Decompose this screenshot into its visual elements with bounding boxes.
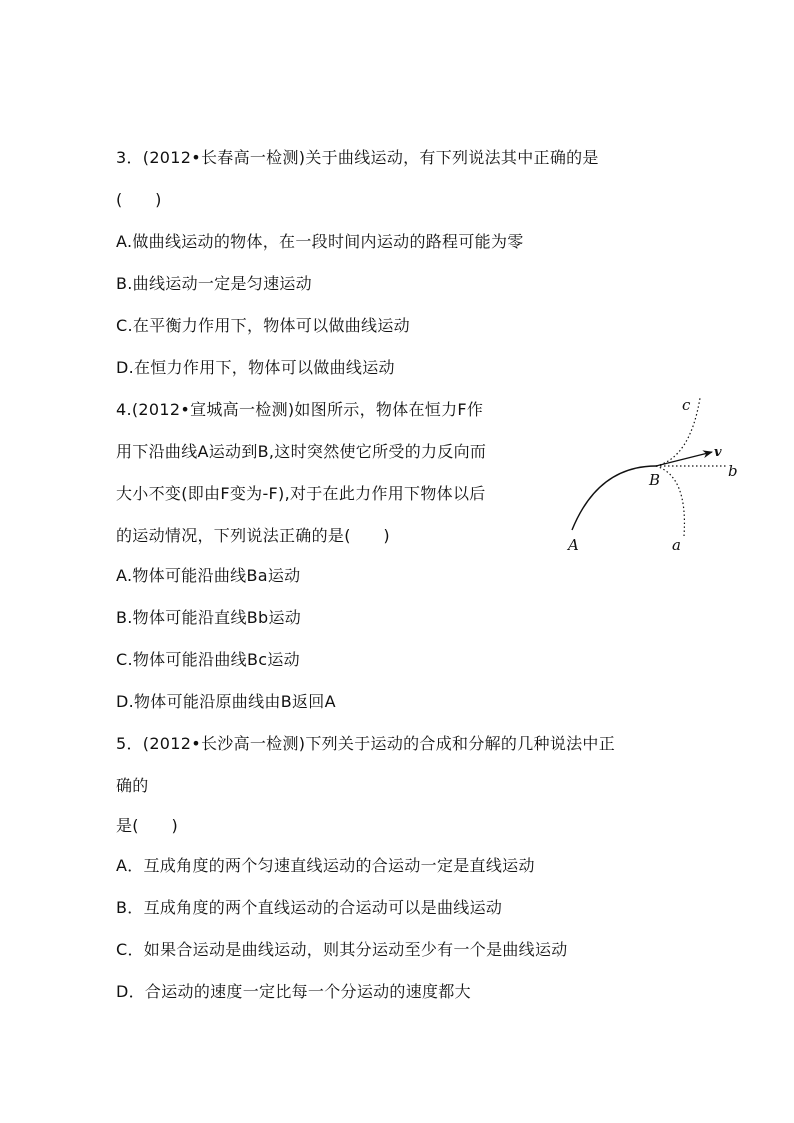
velocity-arrow — [656, 452, 712, 466]
curve-ba — [656, 466, 684, 536]
q5-stem-line-2: 确的 — [116, 776, 149, 795]
q4-stem-line-3: 大小不变(即由F变为-F),对于在此力作用下物体以后 — [116, 484, 486, 503]
q5-stem-line-1: 5．(2012•长沙高一检测)下列关于运动的合成和分解的几种说法中正 — [116, 734, 616, 753]
q3-option-c: C.在平衡力作用下，物体可以做曲线运动 — [116, 316, 410, 335]
q5-option-c: C．如果合运动是曲线运动，则其分运动至少有一个是曲线运动 — [116, 940, 568, 959]
q3-option-d: D.在恒力作用下，物体可以做曲线运动 — [116, 358, 395, 377]
q4-option-c: C.物体可能沿曲线Bc运动 — [116, 650, 300, 669]
q4-stem-line-2: 用下沿曲线A运动到B,这时突然使它所受的力反向而 — [116, 442, 487, 461]
q4-option-a: A.物体可能沿曲线Ba运动 — [116, 566, 301, 585]
q4-trajectory-figure — [560, 388, 750, 558]
q4-stem-line-4: 的运动情况，下列说法正确的是( ) — [116, 526, 390, 545]
curve-bc — [656, 398, 700, 466]
label-B: B — [649, 471, 661, 489]
q5-option-b: B．互成角度的两个直线运动的合运动可以是曲线运动 — [116, 898, 503, 917]
q3-option-b: B.曲线运动一定是匀速运动 — [116, 274, 312, 293]
curve-a-to-b — [572, 466, 656, 530]
label-v: v — [714, 445, 722, 460]
q5-option-a: A．互成角度的两个匀速直线运动的合运动一定是直线运动 — [116, 856, 535, 875]
q4-option-b: B.物体可能沿直线Bb运动 — [116, 608, 302, 627]
label-A: A — [568, 536, 579, 554]
label-a: a — [672, 536, 681, 554]
q3-answer-paren: ( ) — [116, 190, 162, 209]
label-c: c — [682, 396, 691, 414]
q4-stem-line-1: 4.(2012•宣城高一检测)如图所示，物体在恒力F作 — [116, 400, 484, 419]
q5-stem-line-3: 是( ) — [116, 816, 178, 835]
q5-option-d: D．合运动的速度一定比每一个分运动的速度都大 — [116, 982, 471, 1001]
q3-stem: 3．(2012•长春高一检测)关于曲线运动，有下列说法其中正确的是 — [116, 148, 599, 167]
q4-option-d: D.物体可能沿原曲线由B返回A — [116, 692, 336, 711]
q3-option-a: A.做曲线运动的物体，在一段时间内运动的路程可能为零 — [116, 232, 524, 251]
label-b: b — [728, 462, 738, 480]
